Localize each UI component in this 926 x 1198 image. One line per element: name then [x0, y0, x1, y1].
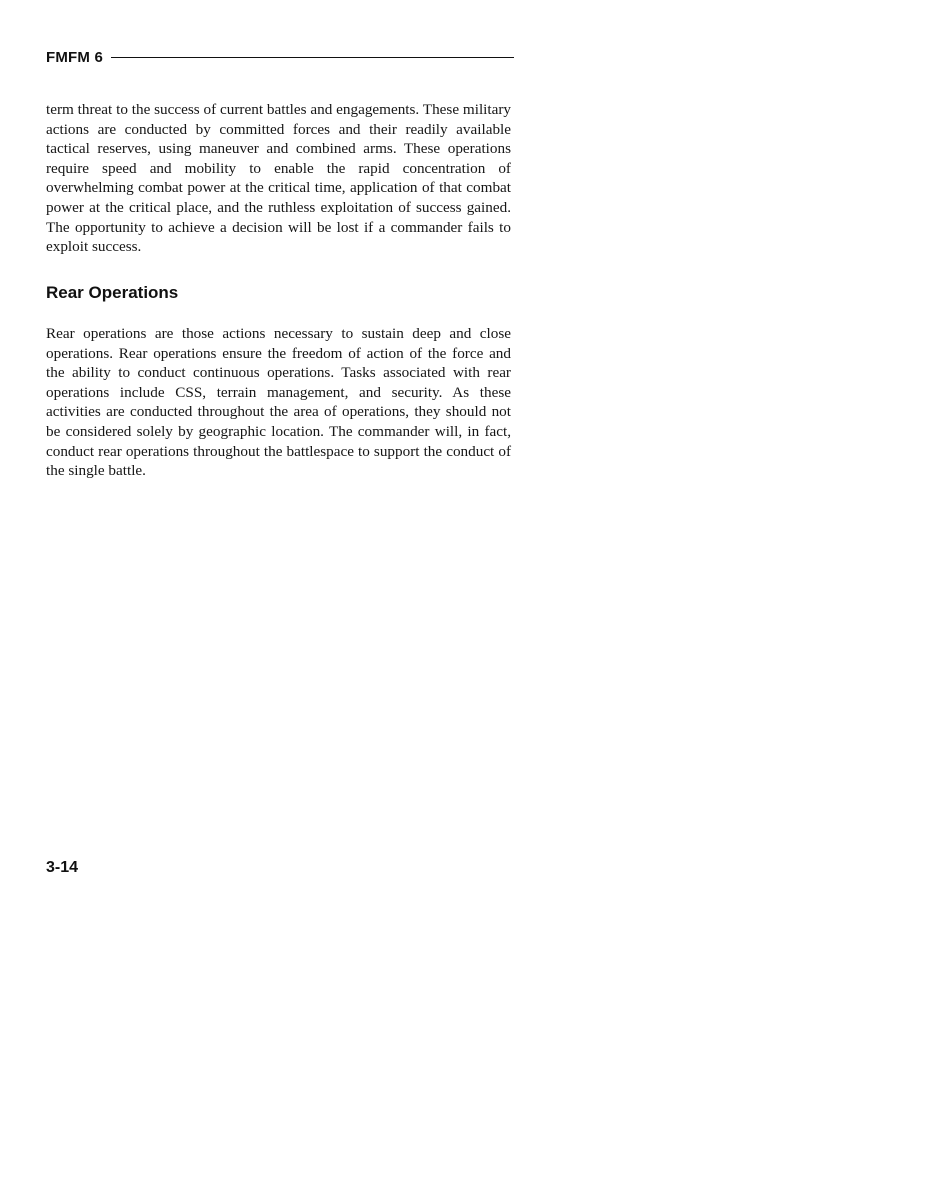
section-heading: Rear Operations: [46, 283, 179, 302]
header-rule: [111, 57, 514, 58]
running-header-title: FMFM 6: [46, 48, 104, 66]
page-number: 3-14: [46, 859, 79, 876]
running-header: [46, 47, 514, 67]
body-paragraph-2: Rear operations are those actions necessary to sustain deep and close operations. Rear operations ensure the freedom of action of the force and the ability to conduct continuous operations. Tasks associated with rear operations include CSS, terrain management, and security. As these activities are conducted throughout the area of operations, they should not be considered solely by geographic location. The commander will, in fact, conduct rear operations throughout the battlespace to support the conduct of the single battle.: [46, 325, 511, 480]
body-paragraph-1: term threat to the success of current battles and engagements. These military actions are conducted by committed forces and their readily available tactical reserves, using maneuver and combined arms. These operations require speed and mobility to enable the rapid concentration of overwhelming combat power at the critical time, application of that combat power at the critical place, and the ruthless exploitation of success gained. The opportunity to achieve a decision will be lost if a commander fails to exploit success.: [46, 101, 511, 256]
